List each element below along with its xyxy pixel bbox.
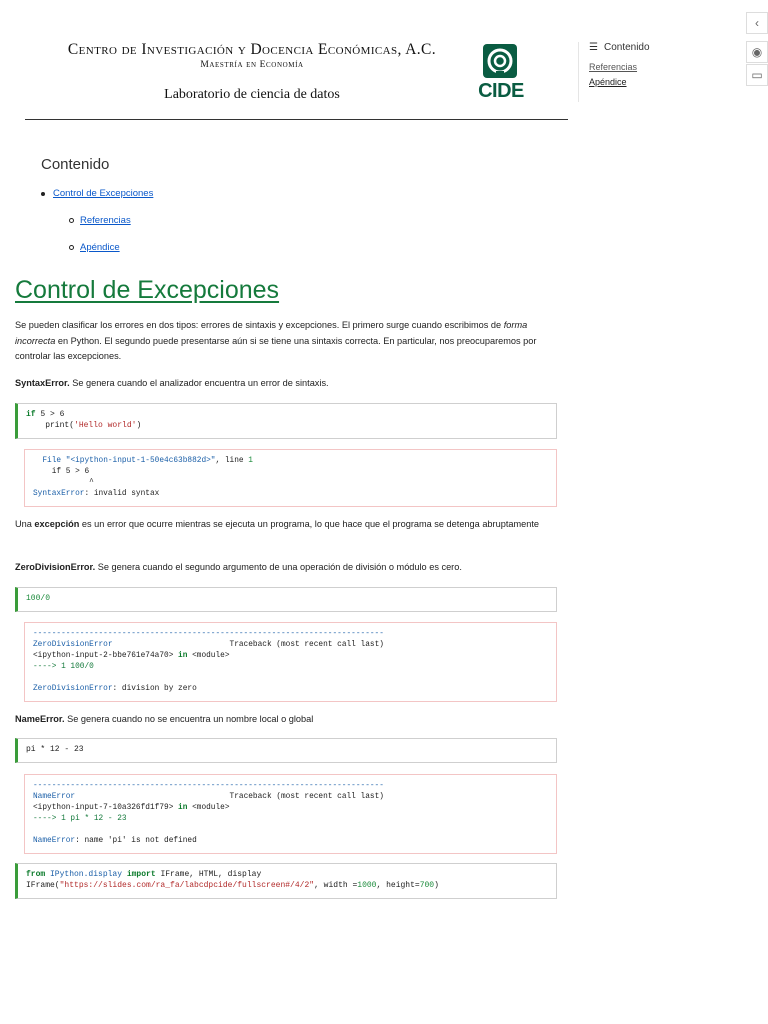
toc-list — [41, 188, 153, 253]
lab-name: Laboratorio de ciencia de datos — [164, 87, 340, 102]
name-error-paragraph: NameError. Se genera cuando no se encuentra un nombre local o global — [15, 714, 314, 724]
code-cell-output: --------------------------------------------------------------------------- ZeroDivisionError Traceback (most recent call last) <ipython-input-2-bbe761e74a70> in <module> ----> 1 100/0 ZeroDivisionError: division by zero — [24, 622, 557, 702]
toc-link-control-excepciones[interactable]: Control de Excepciones — [53, 188, 154, 199]
side-toc-link-referencias[interactable]: Referencias — [589, 62, 638, 72]
note-icon: ▭ — [751, 68, 763, 82]
chevron-left-icon: ‹ — [755, 16, 759, 30]
toc-item — [69, 242, 153, 253]
toc-link-referencias[interactable]: Referencias — [80, 215, 131, 226]
contents-title: Contenido — [41, 156, 110, 173]
eye-icon: ◉ — [751, 45, 763, 59]
annotate-button[interactable] — [746, 64, 768, 86]
list-icon: ☰ — [589, 42, 598, 53]
bullet — [69, 245, 74, 250]
toggle-view-button[interactable] — [746, 41, 768, 63]
bullet — [41, 192, 45, 196]
code-cell-output: --------------------------------------------------------------------------- NameError Traceback (most recent call last) <ipython-input-7-10a326fd1f79> in <module> ----> 1 pi * 12 - 23 NameError: name 'pi' is not defined — [24, 774, 557, 854]
page-header — [25, 38, 568, 120]
secondary-toc — [578, 42, 728, 102]
side-toc-link-apendice[interactable]: Apéndice — [589, 77, 627, 87]
code-cell-output: File "<ipython-input-1-50e4c63b882d>", line 1 if 5 > 6 ^ SyntaxError: invalid syntax — [24, 449, 557, 507]
zero-division-paragraph: ZeroDivisionError. Se genera cuando el segundo argumento de una operación de división o módulo es cero. — [15, 562, 462, 572]
syntax-error-paragraph: SyntaxError. Se genera cuando el analizador encuentra un error de sintaxis. — [15, 378, 329, 388]
institution-name: Centro de Investigación y Docencia Económicas, A.C. — [67, 41, 437, 58]
bullet — [69, 218, 74, 223]
exception-paragraph: Una excepción es un error que ocurre mientras se ejecuta un programa, lo que hace que el programa se detenga abruptamente — [15, 519, 540, 529]
code-cell-input[interactable]: pi * 12 - 23 — [15, 738, 557, 763]
page-title[interactable]: Control de Excepciones — [15, 276, 280, 304]
collapse-sidebar-button[interactable] — [746, 12, 768, 34]
side-toc-title: ☰ Contenido — [589, 42, 650, 53]
intro-paragraph: Se pueden clasificar los errores en dos tipos: errores de sintaxis y excepciones. El primero surge cuando escribimos de forma incorrecta en Python. El segundo puede presentarse aún si se tiene una sintaxis correcta. En particular, nos preocuparemos por controlar las excepciones. — [15, 320, 537, 361]
code-cell-input[interactable]: from IPython.display import IFrame, HTML, display IFrame("https://slides.com/ra_fa/labcdpcide/fullscreen#/4/2", width =1000, height=700) — [15, 863, 557, 899]
toc-link-apendice[interactable]: Apéndice — [80, 242, 120, 253]
logo-text: CIDE — [478, 80, 524, 102]
code-cell-input[interactable]: if 5 > 6 print('Hello world') — [15, 403, 557, 439]
code-cell-input[interactable]: 100/0 — [15, 587, 557, 612]
toc-item — [69, 215, 153, 226]
program-name: Maestría en Economía — [200, 60, 304, 70]
toc-item — [41, 188, 153, 199]
